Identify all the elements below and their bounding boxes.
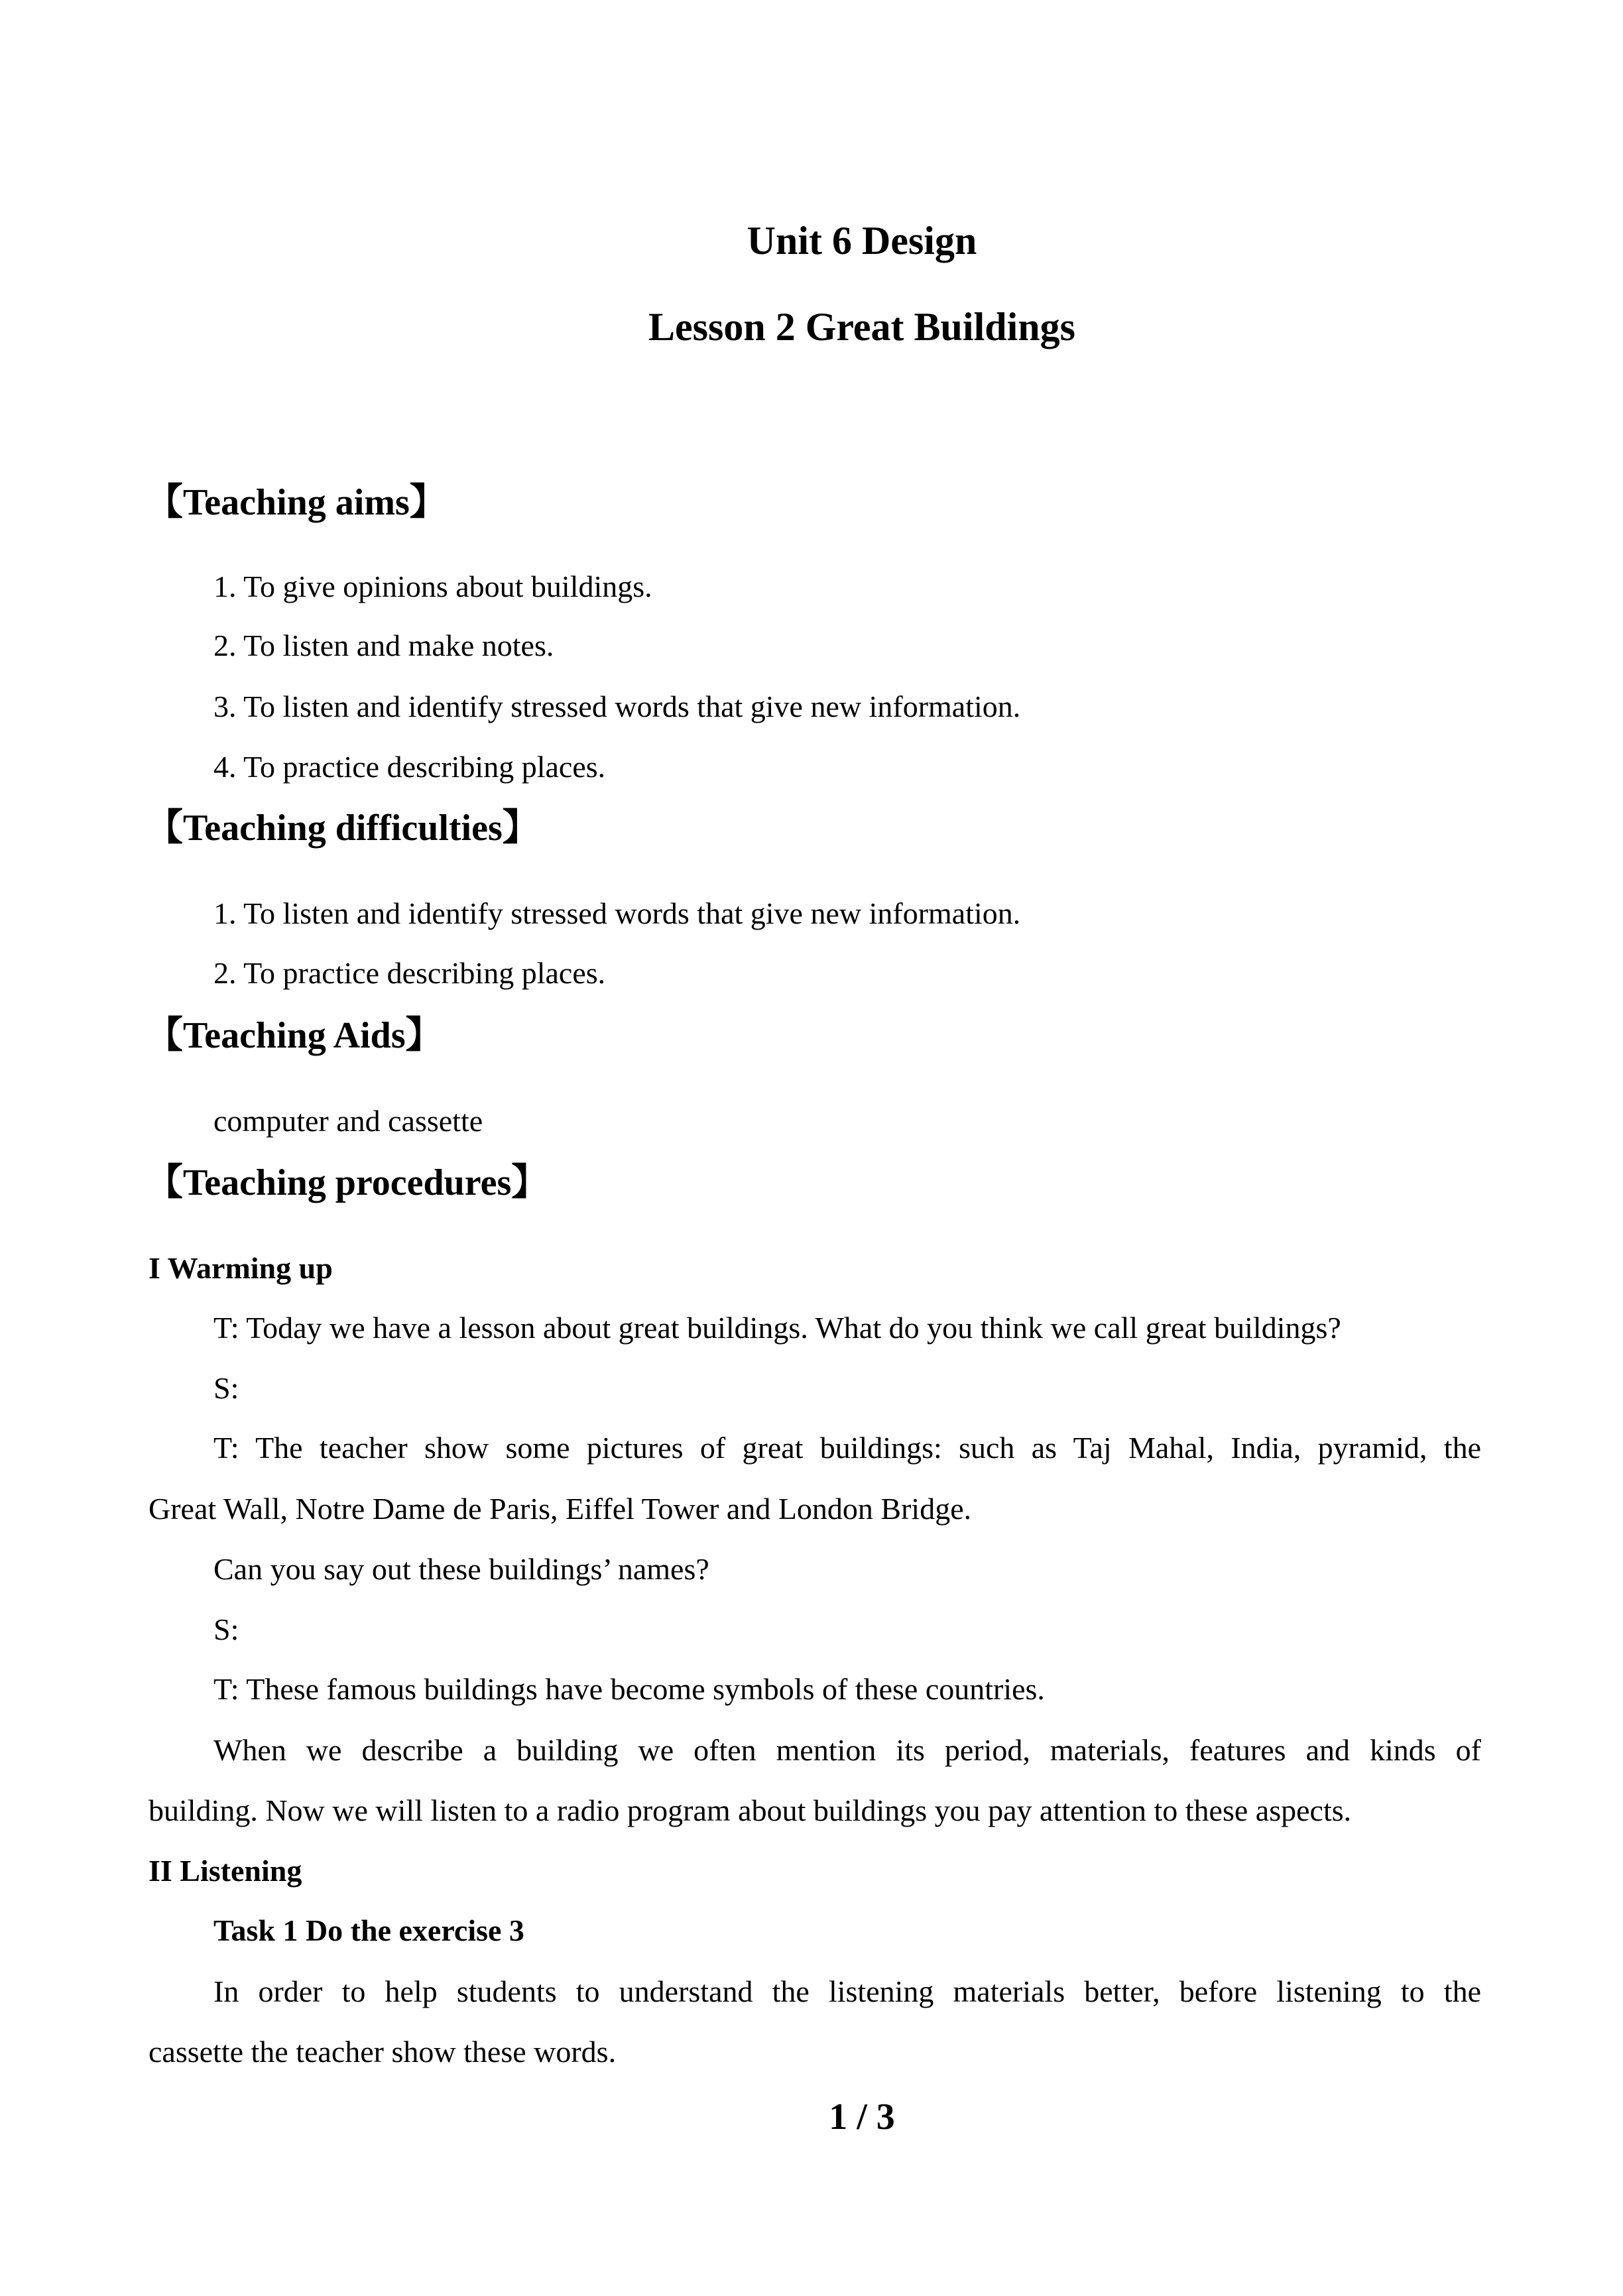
warming-up-heading: I Warming up — [149, 1251, 333, 1285]
warming-up-line-8: When we describe a building we often mention its period, materials, features and kinds of — [213, 1733, 1481, 1767]
section-heading-procedures: 【Teaching procedures】 — [146, 1162, 549, 1203]
task-1-heading: Task 1 Do the exercise 3 — [213, 1913, 524, 1947]
listening-line-2: cassette the teacher show these words. — [149, 2035, 617, 2069]
aims-item-1: 1. To give opinions about buildings. — [213, 570, 652, 603]
aims-item-4: 4. To practice describing places. — [213, 750, 606, 784]
difficulties-item-2: 2. To practice describing places. — [213, 956, 606, 990]
aids-text: computer and cassette — [213, 1104, 483, 1138]
page-number: 1 / 3 — [829, 2096, 895, 2138]
warming-up-line-9: building. Now we will listen to a radio program about buildings you pay attention to these aspects. — [149, 1793, 1352, 1827]
warming-up-line-7: T: These famous buildings have become symbols of these countries. — [213, 1672, 1045, 1706]
warming-up-line-2: S: — [213, 1371, 239, 1405]
section-heading-aims: 【Teaching aims】 — [146, 482, 447, 523]
difficulties-item-1: 1. To listen and identify stressed words that give new information. — [213, 896, 1021, 930]
warming-up-line-5: Can you say out these buildings’ names? — [213, 1552, 709, 1586]
warming-up-line-4: Great Wall, Notre Dame de Paris, Eiffel Tower and London Bridge. — [149, 1492, 972, 1526]
warming-up-line-6: S: — [213, 1612, 239, 1646]
page-subtitle: Lesson 2 Great Buildings — [648, 305, 1076, 349]
aims-item-2: 2. To listen and make notes. — [213, 629, 554, 662]
page-title: Unit 6 Design — [747, 219, 977, 263]
warming-up-line-1: T: Today we have a lesson about great buildings. What do you think we call great buildings? — [213, 1311, 1341, 1345]
section-heading-difficulties: 【Teaching difficulties】 — [146, 808, 540, 849]
warming-up-line-3: T: The teacher show some pictures of great buildings: such as Taj Mahal, India, pyramid, the — [213, 1431, 1481, 1465]
listening-line-1: In order to help students to understand the listening materials better, before listening to the — [213, 1974, 1481, 2008]
section-heading-aids: 【Teaching Aids】 — [146, 1015, 443, 1056]
listening-heading: II Listening — [149, 1854, 302, 1888]
aims-item-3: 3. To listen and identify stressed words that give new information. — [213, 690, 1021, 723]
